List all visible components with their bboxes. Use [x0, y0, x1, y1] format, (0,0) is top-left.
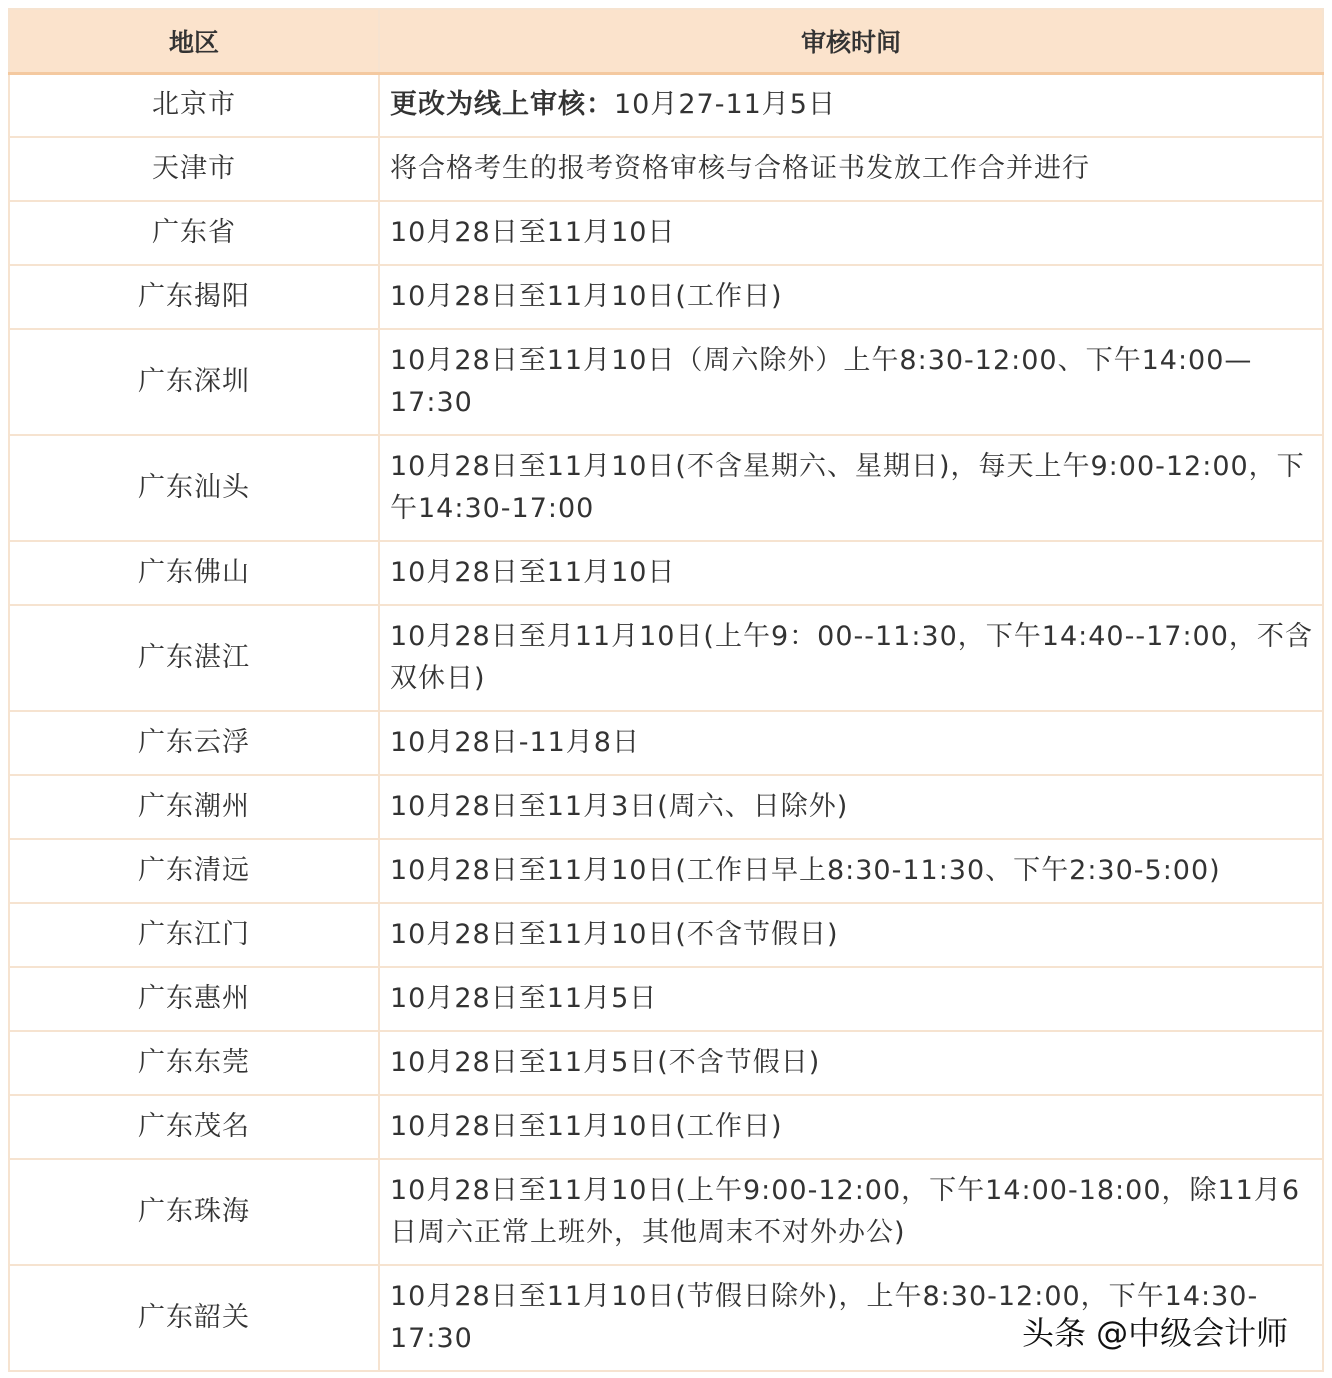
- region-cell: 广东清远: [9, 839, 379, 903]
- time-cell: 10月28日至11月3日(周六、日除外): [379, 775, 1323, 839]
- region-cell: 天津市: [9, 137, 379, 201]
- time-cell: 10月28日至11月10日(不含节假日): [379, 903, 1323, 967]
- table-row: [9, 329, 1323, 435]
- table-row: [9, 265, 1323, 329]
- region-cell: 广东珠海: [9, 1159, 379, 1265]
- time-cell: 10月28日至11月10日(工作日): [379, 1095, 1323, 1159]
- table-row: [9, 541, 1323, 605]
- region-cell: 广东云浮: [9, 711, 379, 775]
- time-cell: 10月28日至11月10日: [379, 201, 1323, 265]
- region-cell: 广东江门: [9, 903, 379, 967]
- time-cell: 10月28日至11月10日(工作日): [379, 265, 1323, 329]
- table-row: [9, 1159, 1323, 1265]
- table-row: [9, 1031, 1323, 1095]
- time-prefix: 更改为线上审核：: [390, 89, 614, 121]
- region-cell: 北京市: [9, 73, 379, 137]
- time-cell: 10月28日至11月10日(不含星期六、星期日)，每天上午9:00-12:00，下午14:30-17:00: [379, 435, 1323, 541]
- table-row: [9, 137, 1323, 201]
- watermark-text: 头条 @中级会计师: [1022, 1314, 1289, 1352]
- time-cell: 10月28日至11月10日（周六除外）上午8:30-12:00、下午14:00—17:30: [379, 329, 1323, 435]
- time-cell: 10月28日至11月5日(不含节假日): [379, 1031, 1323, 1095]
- region-cell: 广东省: [9, 201, 379, 265]
- table-row: [9, 839, 1323, 903]
- region-cell: 广东韶关: [9, 1265, 379, 1371]
- region-cell: 广东潮州: [9, 775, 379, 839]
- table-row: [9, 711, 1323, 775]
- table-row: [9, 967, 1323, 1031]
- header-region: 地区: [9, 9, 379, 73]
- table-row: [9, 775, 1323, 839]
- region-cell: 广东揭阳: [9, 265, 379, 329]
- table-row: [9, 73, 1323, 137]
- time-cell: 10月28日至11月10日: [379, 541, 1323, 605]
- time-cell: 10月28日至11月10日(节假日除外)，上午8:30-12:00，下午14:30-17:30: [379, 1265, 1323, 1371]
- table-row: [9, 201, 1323, 265]
- time-cell: 10月28日-11月8日: [379, 711, 1323, 775]
- review-schedule-table-wrapper: [8, 8, 1322, 1372]
- region-cell: 广东东莞: [9, 1031, 379, 1095]
- time-value: 10月27-11月5日: [614, 89, 836, 121]
- region-cell: 广东惠州: [9, 967, 379, 1031]
- time-cell: 将合格考生的报考资格审核与合格证书发放工作合并进行: [379, 137, 1323, 201]
- time-cell: 10月28日至月11月10日(上午9：00--11:30，下午14:40--17:00，不含双休日): [379, 605, 1323, 711]
- region-cell: 广东茂名: [9, 1095, 379, 1159]
- header-review-time: 审核时间: [379, 9, 1323, 73]
- table-header-row: [9, 9, 1323, 73]
- region-cell: 广东深圳: [9, 329, 379, 435]
- time-cell: 10月28日至11月10日(上午9:00-12:00，下午14:00-18:00，除11月6日周六正常上班外，其他周末不对外办公): [379, 1159, 1323, 1265]
- review-schedule-table: [8, 8, 1324, 1372]
- region-cell: 广东汕头: [9, 435, 379, 541]
- time-cell: 10月28日至11月10日(工作日早上8:30-11:30、下午2:30-5:00): [379, 839, 1323, 903]
- region-cell: 广东湛江: [9, 605, 379, 711]
- time-cell: 10月28日至11月5日: [379, 967, 1323, 1031]
- region-cell: 广东佛山: [9, 541, 379, 605]
- table-row: [9, 1095, 1323, 1159]
- table-row: [9, 903, 1323, 967]
- table-row: [9, 435, 1323, 541]
- table-row: [9, 605, 1323, 711]
- time-cell: [379, 73, 1323, 137]
